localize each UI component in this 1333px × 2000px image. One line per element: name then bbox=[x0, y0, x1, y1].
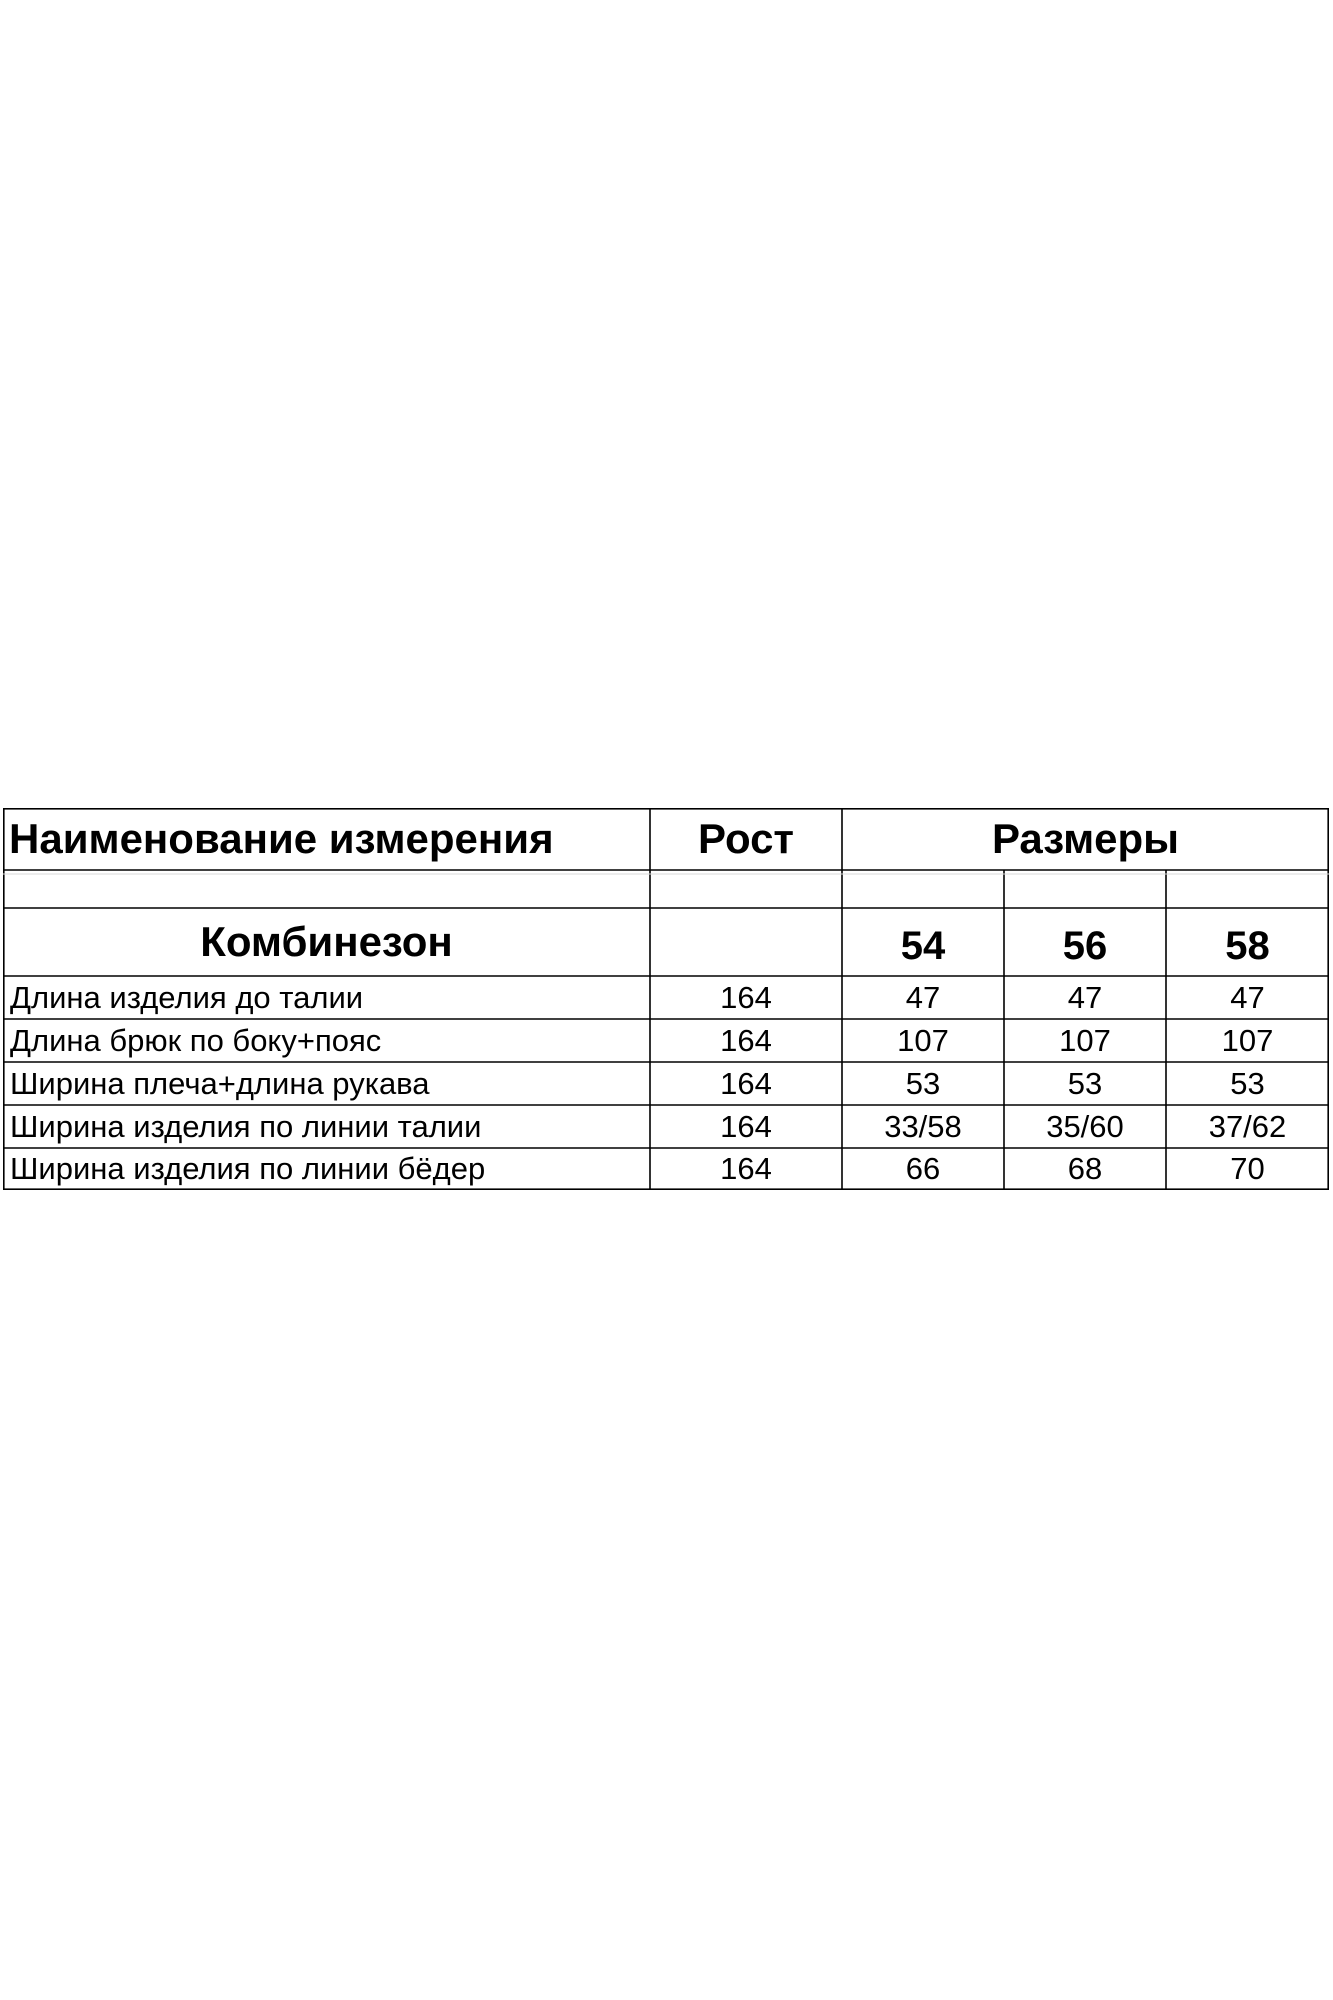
size-58: 58 bbox=[1225, 923, 1270, 968]
row-label: Ширина изделия по линии бёдер bbox=[10, 1151, 486, 1186]
product-name: Комбинезон bbox=[200, 918, 453, 965]
row-value: 53 bbox=[1230, 1065, 1265, 1101]
size-chart-table bbox=[3, 808, 1329, 1190]
row-label: Ширина плеча+длина рукава bbox=[10, 1065, 430, 1101]
size-56: 56 bbox=[1062, 923, 1108, 968]
column-header-measurement: Наименование измерения bbox=[9, 815, 554, 862]
row-value: 66 bbox=[905, 1151, 941, 1186]
row-value: 68 bbox=[1067, 1151, 1103, 1186]
row-label: Длина изделия до талии bbox=[10, 979, 364, 1015]
row-value: 47 bbox=[905, 979, 941, 1015]
row-value: 70 bbox=[1230, 1151, 1265, 1186]
row-height: 164 bbox=[720, 979, 772, 1015]
row-value: 107 bbox=[897, 1022, 949, 1058]
row-value: 33/58 bbox=[884, 1108, 962, 1144]
row-value: 47 bbox=[1067, 979, 1103, 1015]
row-value: 47 bbox=[1230, 979, 1265, 1015]
row-label: Длина брюк по боку+пояс bbox=[10, 1022, 382, 1058]
row-height: 164 bbox=[720, 1022, 772, 1058]
row-height: 164 bbox=[720, 1108, 772, 1144]
row-height: 164 bbox=[720, 1151, 772, 1186]
row-value: 107 bbox=[1221, 1022, 1274, 1058]
column-header-height: Рост bbox=[698, 815, 794, 862]
column-header-sizes: Размеры bbox=[991, 815, 1180, 862]
row-value: 53 bbox=[1067, 1065, 1103, 1101]
row-height: 164 bbox=[720, 1065, 772, 1101]
size-54: 54 bbox=[900, 923, 946, 968]
row-value: 53 bbox=[905, 1065, 941, 1101]
row-label: Ширина изделия по линии талии bbox=[10, 1108, 482, 1144]
row-value: 107 bbox=[1059, 1022, 1111, 1058]
row-value: 35/60 bbox=[1046, 1108, 1124, 1144]
row-value: 37/62 bbox=[1208, 1108, 1287, 1144]
